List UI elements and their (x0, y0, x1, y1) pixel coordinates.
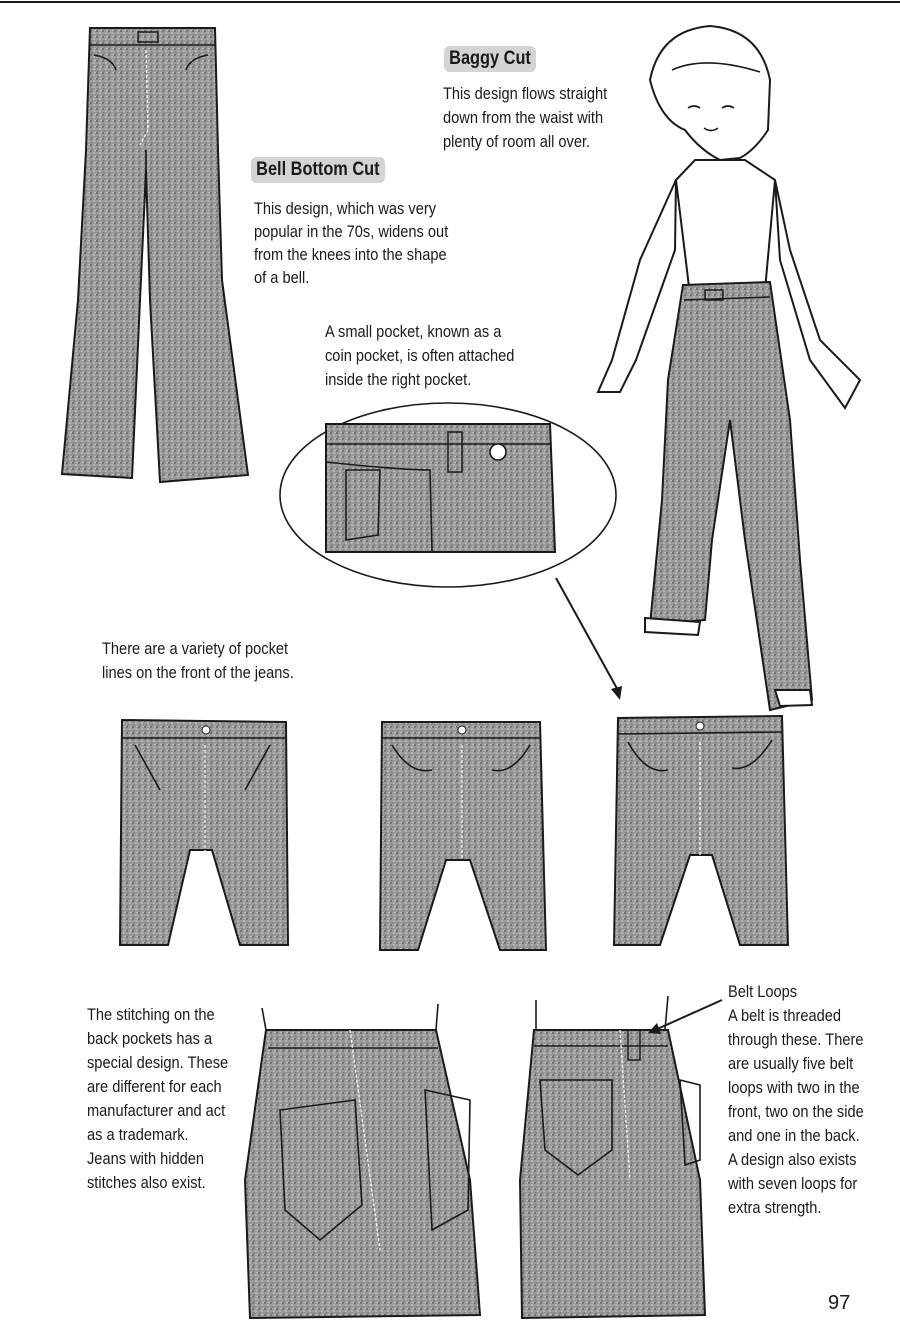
back-jeans-2 (520, 996, 705, 1318)
bell-line-2: popular in the 70s, widens out (254, 222, 449, 241)
belt-loops-line-2: through these. There (728, 1030, 864, 1049)
pocket-lines-1: There are a variety of pocket (102, 639, 289, 658)
stitching-line-5: manufacturer and act (87, 1101, 226, 1120)
front-jeans-2 (380, 722, 546, 950)
baggy-line-1: This design flows straight (443, 84, 608, 103)
stitching-line-7: Jeans with hidden (87, 1149, 205, 1168)
page-number: 97 (828, 1292, 851, 1314)
belt-loops-line-6: and one in the back. (728, 1126, 860, 1145)
front-jeans-1 (120, 720, 288, 945)
belt-loop-arrow (655, 1000, 722, 1030)
stitching-line-6: as a trademark. (87, 1125, 189, 1144)
coin-pocket-closeup (280, 403, 616, 587)
bell-line-4: of a bell. (254, 268, 310, 287)
stitching-line-8: stitches also exist. (87, 1173, 206, 1192)
belt-loops-line-8: with seven loops for (728, 1174, 858, 1193)
pocket-lines-2: lines on the front of the jeans. (102, 663, 294, 682)
baggy-cut-heading: Baggy Cut (444, 46, 536, 72)
belt-loops-line-5: front, two on the side (728, 1102, 864, 1121)
stitching-line-2: back pockets has a (87, 1029, 213, 1048)
stitching-line-4: are different for each (87, 1077, 222, 1096)
baggy-line-2: down from the waist with (443, 108, 604, 127)
belt-loops-line-1: A belt is threaded (728, 1006, 841, 1025)
arrow-line (556, 578, 620, 694)
belt-loops-heading: Belt Loops (728, 982, 798, 1001)
belt-loops-line-3: are usually five belt (728, 1054, 854, 1073)
bell-line-3: from the knees into the shape (254, 245, 447, 264)
coin-line-3: inside the right pocket. (325, 370, 472, 389)
belt-loops-line-9: extra strength. (728, 1198, 822, 1217)
coin-line-1: A small pocket, known as a (325, 322, 502, 341)
coin-line-2: coin pocket, is often attached (325, 346, 515, 365)
stitching-line-3: special design. These (87, 1053, 229, 1072)
belt-loops-line-4: loops with two in the (728, 1078, 860, 1097)
bell-bottom-heading: Bell Bottom Cut (251, 157, 385, 183)
bell-bottom-jeans (62, 28, 248, 482)
front-jeans-3 (614, 716, 788, 945)
belt-loops-line-7: A design also exists (728, 1150, 857, 1169)
baggy-line-3: plenty of room all over. (443, 132, 591, 151)
bell-line-1: This design, which was very (254, 199, 437, 218)
back-jeans-1 (245, 1004, 480, 1318)
girl-baggy-jeans (598, 26, 860, 710)
stitching-line-1: The stitching on the (87, 1005, 215, 1024)
arrow-head (611, 686, 622, 700)
